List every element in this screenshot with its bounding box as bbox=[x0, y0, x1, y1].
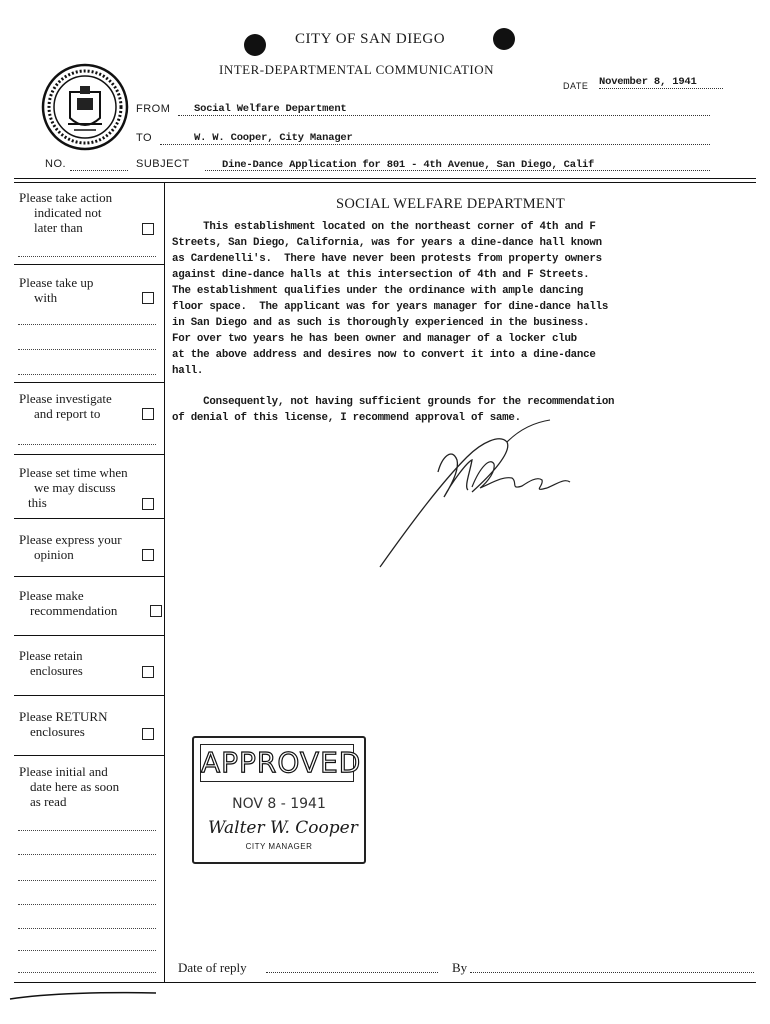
set-time-checkbox[interactable] bbox=[142, 498, 154, 510]
initial-dotted-line-5 bbox=[18, 928, 156, 929]
separator-8 bbox=[14, 755, 164, 756]
header-rule-top bbox=[14, 178, 756, 179]
separator-7 bbox=[14, 695, 164, 696]
to-label: TO bbox=[136, 132, 153, 144]
action-make-recommendation-line1: Please make bbox=[19, 588, 84, 603]
column-divider bbox=[164, 182, 165, 982]
initial-dotted-line-6 bbox=[18, 950, 156, 951]
initial-dotted-line-2 bbox=[18, 854, 156, 855]
action-retain-enclosures-line1: Please retain bbox=[19, 649, 83, 663]
body-line: This establishment located on the northeast corner of 4th and F bbox=[172, 221, 596, 233]
body-line: For over two years he has been owner and manager of a locker club bbox=[172, 333, 577, 345]
from-value: Social Welfare Department bbox=[194, 103, 347, 115]
separator-5 bbox=[14, 576, 164, 577]
action-retain-enclosures-line2: enclosures bbox=[30, 664, 83, 678]
action-return-enclosures-line1: Please RETURN bbox=[19, 709, 108, 724]
take-up-checkbox[interactable] bbox=[142, 292, 154, 304]
action-investigate-line2: and report to bbox=[34, 406, 101, 421]
city-title: CITY OF SAN DIEGO bbox=[295, 31, 446, 47]
take-action-checkbox[interactable] bbox=[142, 223, 154, 235]
express-opinion-checkbox[interactable] bbox=[142, 549, 154, 561]
separator-3 bbox=[14, 454, 164, 455]
date-of-reply-line bbox=[266, 959, 438, 973]
action-initial-date bbox=[14, 764, 164, 809]
action-return-enclosures-line2: enclosures bbox=[30, 724, 85, 739]
action-express-opinion-line1: Please express your bbox=[19, 532, 122, 547]
from-label: FROM bbox=[136, 103, 171, 115]
body-line: Consequently, not having sufficient grounds for the recommendation bbox=[172, 396, 615, 408]
make-recommendation-checkbox[interactable] bbox=[150, 605, 162, 617]
signature-icon bbox=[372, 412, 582, 572]
action-take-action-line3: later than bbox=[34, 220, 83, 235]
seal-icon bbox=[40, 62, 130, 152]
retain-enclosures-checkbox[interactable] bbox=[142, 666, 154, 678]
action-take-action-line1: Please take action bbox=[19, 190, 113, 205]
action-set-time-line1: Please set time when bbox=[19, 465, 128, 480]
body-line: Streets, San Diego, California, was for years a dine-dance hall known bbox=[172, 237, 602, 249]
initial-dotted-line-7 bbox=[18, 972, 156, 973]
body-line: at the above address and desires now to convert it into a dine-dance bbox=[172, 349, 596, 361]
no-line bbox=[70, 157, 128, 171]
department-heading: SOCIAL WELFARE DEPARTMENT bbox=[336, 196, 565, 212]
initial-dotted-line-3 bbox=[18, 880, 156, 881]
to-value: W. W. Cooper, City Manager bbox=[194, 132, 353, 144]
take-action-dotted-line bbox=[18, 256, 156, 257]
body-line: floor space. The applicant was for years manager for dine-dance halls bbox=[172, 301, 609, 313]
separator-6 bbox=[14, 635, 164, 636]
body-line: in San Diego and as such is thoroughly experienced in the business. bbox=[172, 317, 590, 329]
date-value: November 8, 1941 bbox=[599, 76, 723, 89]
initial-dotted-line-4 bbox=[18, 904, 156, 905]
action-investigate-line1: Please investigate bbox=[19, 391, 112, 406]
approved-stamp-signature: Walter W. Cooper bbox=[208, 818, 358, 838]
by-label: By bbox=[452, 960, 468, 975]
action-take-up-line2: with bbox=[34, 290, 58, 305]
body-line: hall. bbox=[172, 365, 204, 377]
header-rule-bottom bbox=[14, 182, 756, 183]
separator-4 bbox=[14, 518, 164, 519]
footer-rule-curl bbox=[8, 988, 158, 998]
by-line bbox=[470, 959, 754, 973]
body-line: against dine-dance halls at this intersection of 4th and F Streets. bbox=[172, 269, 590, 281]
approved-stamp bbox=[192, 736, 366, 864]
subject-value: Dine-Dance Application for 801 - 4th Avenue, San Diego, Calif bbox=[222, 159, 595, 171]
approved-stamp-date: NOV 8 - 1941 bbox=[232, 796, 326, 812]
action-express-opinion-line2: opinion bbox=[34, 547, 74, 562]
action-column bbox=[14, 186, 164, 986]
return-enclosures-checkbox[interactable] bbox=[142, 728, 154, 740]
action-take-action-line2: indicated not bbox=[34, 205, 102, 220]
no-label: NO. bbox=[45, 158, 67, 170]
action-make-recommendation bbox=[14, 588, 164, 618]
approved-stamp-role: CITY MANAGER bbox=[245, 842, 313, 851]
investigate-checkbox[interactable] bbox=[142, 408, 154, 420]
investigate-dotted-line bbox=[18, 444, 156, 445]
date-label: DATE bbox=[563, 81, 589, 91]
approved-stamp-word: APPROVED bbox=[200, 744, 354, 782]
action-set-time-line2: we may discuss bbox=[34, 480, 116, 495]
action-initial-date-line1: Please initial and bbox=[19, 764, 108, 779]
signature-graphic bbox=[372, 412, 582, 572]
separator-2 bbox=[14, 382, 164, 383]
body-line: The establishment qualifies under the ordinance with ample dancing bbox=[172, 285, 584, 297]
footer-rule bbox=[14, 982, 756, 983]
separator-1 bbox=[14, 264, 164, 265]
footer-curl-icon bbox=[8, 991, 158, 1001]
city-seal bbox=[40, 62, 130, 152]
take-up-dotted-line-2 bbox=[18, 349, 156, 350]
date-of-reply-label: Date of reply bbox=[178, 960, 247, 975]
header-bullet-right bbox=[493, 28, 515, 50]
body-line: as Cardenelli's. There have never been protests from property owners bbox=[172, 253, 602, 265]
action-initial-date-line3: as read bbox=[30, 794, 67, 809]
initial-dotted-line-1 bbox=[18, 830, 156, 831]
action-take-up-line1: Please take up bbox=[19, 275, 94, 290]
body-line: of denial of this license, I recommend approval of same. bbox=[172, 412, 521, 424]
action-make-recommendation-line2: recommendation bbox=[30, 603, 118, 618]
inter-departmental-title: INTER-DEPARTMENTAL COMMUNICATION bbox=[219, 62, 495, 77]
take-up-dotted-line-3 bbox=[18, 374, 156, 375]
action-set-time-line3: this bbox=[28, 495, 47, 510]
take-up-dotted-line-1 bbox=[18, 324, 156, 325]
subject-label: SUBJECT bbox=[136, 158, 190, 170]
header-bullet-left bbox=[244, 34, 266, 56]
action-initial-date-line2: date here as soon bbox=[30, 779, 120, 794]
